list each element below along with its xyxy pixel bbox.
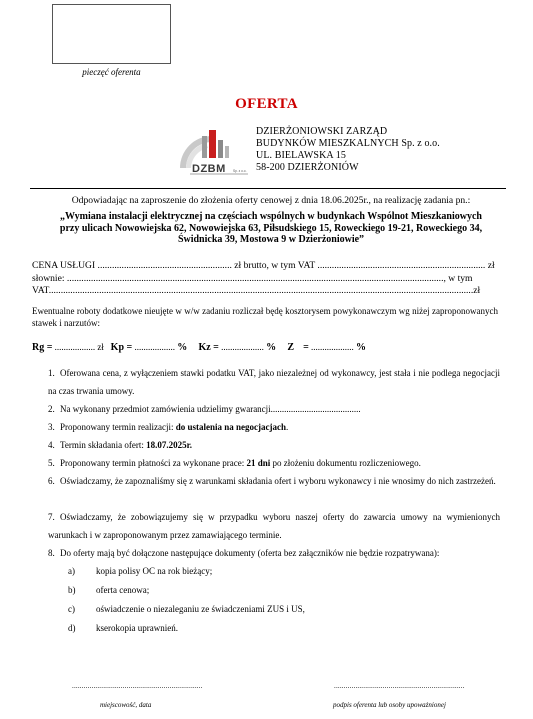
task-name bbox=[32, 211, 510, 246]
item-text-bold: 18.07.2025r. bbox=[146, 440, 193, 450]
attachment-letter: a) bbox=[68, 566, 75, 576]
kz-field[interactable]: ................... bbox=[221, 342, 264, 352]
list-item bbox=[34, 472, 500, 490]
attachment-text: kopia polisy OC na rok bieżący; bbox=[96, 566, 213, 576]
recipient-address bbox=[256, 126, 440, 174]
item-text bbox=[34, 454, 500, 472]
rg-label: Rg = bbox=[32, 342, 53, 353]
place-date-label: miejscowość, data bbox=[100, 701, 152, 709]
rg-field[interactable]: .................. zł bbox=[54, 342, 104, 352]
kz-unit: % bbox=[266, 342, 277, 353]
z-unit: % bbox=[356, 342, 367, 353]
item-number: 6. bbox=[48, 476, 55, 486]
vat-line[interactable]: VAT.................................................................................................................................................................................zł bbox=[32, 285, 481, 297]
item-number: 5. bbox=[48, 458, 55, 468]
price-line[interactable]: CENA USŁUGI ........................................................ zł brutto, w tym VAT ...................................................................... zł bbox=[32, 260, 495, 271]
list-item bbox=[34, 400, 500, 418]
item-text-prefix: Proponowany termin realizacji: bbox=[60, 422, 176, 432]
recipient-line: DZIERŻONIOWSKI ZARZĄD bbox=[256, 126, 388, 137]
attachment-item bbox=[68, 604, 305, 614]
z-eq: = bbox=[303, 342, 309, 353]
extra-work-text: Ewentualne roboty dodatkowe nieujęte w w/w zadaniu rozliczał będę kosztorysem powykonawczym wg niżej zaproponowanych stawek i narzutów: bbox=[32, 306, 498, 328]
item-text-prefix: Proponowany termin płatności za wykonane prace: bbox=[60, 458, 247, 468]
list-item bbox=[34, 418, 500, 436]
item-text bbox=[34, 436, 500, 454]
signature-field[interactable]: ................................................................... bbox=[334, 682, 465, 690]
attachment-letter: c) bbox=[68, 604, 75, 614]
item-text: Na wykonany przedmiot zamówienia udzielimy gwarancji........................................ bbox=[60, 404, 361, 414]
task-line: „Wymiana instalacji elektrycznej na częściach wspólnych w budynkach Wspólnot Mieszkaniowych bbox=[60, 211, 482, 222]
item-text: Oświadczamy, że zobowiązujemy się w przypadku wyboru naszej oferty do zawarcia umowy na wymienionych warunkach i w zaproponowanym przez zamawiającego terminie. bbox=[48, 512, 500, 540]
list-item bbox=[34, 508, 500, 544]
stamp-box bbox=[52, 4, 171, 64]
kp-field[interactable]: .................. bbox=[134, 342, 175, 352]
item-text-bold: do ustalenia na negocjacjach bbox=[175, 422, 286, 432]
price-section bbox=[32, 260, 498, 298]
item-text: Oferowana cena, z wyłączeniem stawki podatku VAT, jako niezależnej od wykonawcy, jest stała i nie podlega negocjacji na czas trwania umowy. bbox=[48, 368, 500, 396]
attachment-letter: d) bbox=[68, 623, 76, 633]
item-text-bold: 21 dni bbox=[246, 458, 271, 468]
document-title: OFERTA bbox=[235, 96, 298, 112]
rates-row bbox=[32, 342, 498, 353]
logo-text: DZBM bbox=[192, 163, 226, 175]
item-number: 3. bbox=[48, 422, 55, 432]
item-number: 4. bbox=[48, 440, 55, 450]
attachment-item bbox=[68, 566, 212, 576]
attachment-text: kserokopia uprawnień. bbox=[96, 623, 178, 633]
task-line: Świdnicka 39, Mostowa 9 w Dzierżoniowie” bbox=[177, 234, 365, 246]
separator-line bbox=[30, 188, 506, 189]
company-logo bbox=[172, 124, 252, 180]
kz-label: Kz = bbox=[198, 342, 219, 353]
list-item bbox=[34, 454, 500, 472]
recipient-line: UL. BIELAWSKA 15 bbox=[256, 150, 346, 161]
task-line: przy ulicach Nowowiejska 62, Nowowiejska 63, Piłsudskiego 15, Roweckiego 19-21, Roweckiego 34, bbox=[59, 222, 483, 234]
intro-text: Odpowiadając na zaproszenie do złożenia oferty cenowej z dnia 18.06.2025r., na realizację zadania pn.: bbox=[71, 195, 471, 206]
item-text: Oświadczamy, że zapoznaliśmy się z warunkami składania ofert i wyboru wykonawcy i nie wnosimy do nich zastrzeżeń. bbox=[60, 476, 496, 486]
item-number: 2. bbox=[48, 404, 55, 414]
attachment-item bbox=[68, 585, 149, 595]
signature-label: podpis oferenta lub osoby upoważnionej bbox=[333, 701, 446, 709]
attachment-item bbox=[68, 623, 178, 633]
stamp-label: pieczęć oferenta bbox=[82, 67, 141, 77]
item-number: 1. bbox=[48, 368, 55, 378]
item-number: 8. bbox=[48, 548, 55, 558]
attachment-text: oferta cenowa; bbox=[96, 585, 150, 595]
list-item bbox=[34, 436, 500, 454]
attachment-letter: b) bbox=[68, 585, 76, 595]
logo-subtext: Sp. z o.o. bbox=[233, 169, 247, 173]
attachment-text: oświadczenie o niezaleganiu ze świadczeniami ZUS i US, bbox=[96, 604, 305, 614]
recipient-line: BUDYNKÓW MIESZKALNYCH Sp. z o.o. bbox=[256, 138, 440, 149]
price-words-line[interactable]: słownie: ............................................................................................................................................................., w tym bbox=[32, 272, 473, 284]
item-text-prefix: Termin składania ofert: bbox=[60, 440, 147, 450]
z-label: Z bbox=[287, 342, 295, 353]
z-field[interactable]: ................... bbox=[311, 342, 354, 352]
recipient-line: 58-200 DZIERŻONIÓW bbox=[256, 162, 359, 173]
list-item bbox=[34, 364, 500, 400]
item-text-suffix: po złożeniu dokumentu rozliczeniowego. bbox=[270, 458, 421, 468]
place-date-field[interactable]: ................................................................... bbox=[72, 682, 203, 690]
list-item bbox=[34, 544, 500, 562]
item-text: Do oferty mają być dołączone następujące dokumenty (oferta bez załączników nie będzie rozpatrywana): bbox=[60, 548, 440, 558]
item-text bbox=[34, 418, 500, 436]
kp-label: Kp = bbox=[110, 342, 133, 353]
kp-unit: % bbox=[177, 342, 188, 353]
item-text-suffix: . bbox=[285, 422, 289, 432]
item-number: 7. bbox=[48, 512, 55, 522]
